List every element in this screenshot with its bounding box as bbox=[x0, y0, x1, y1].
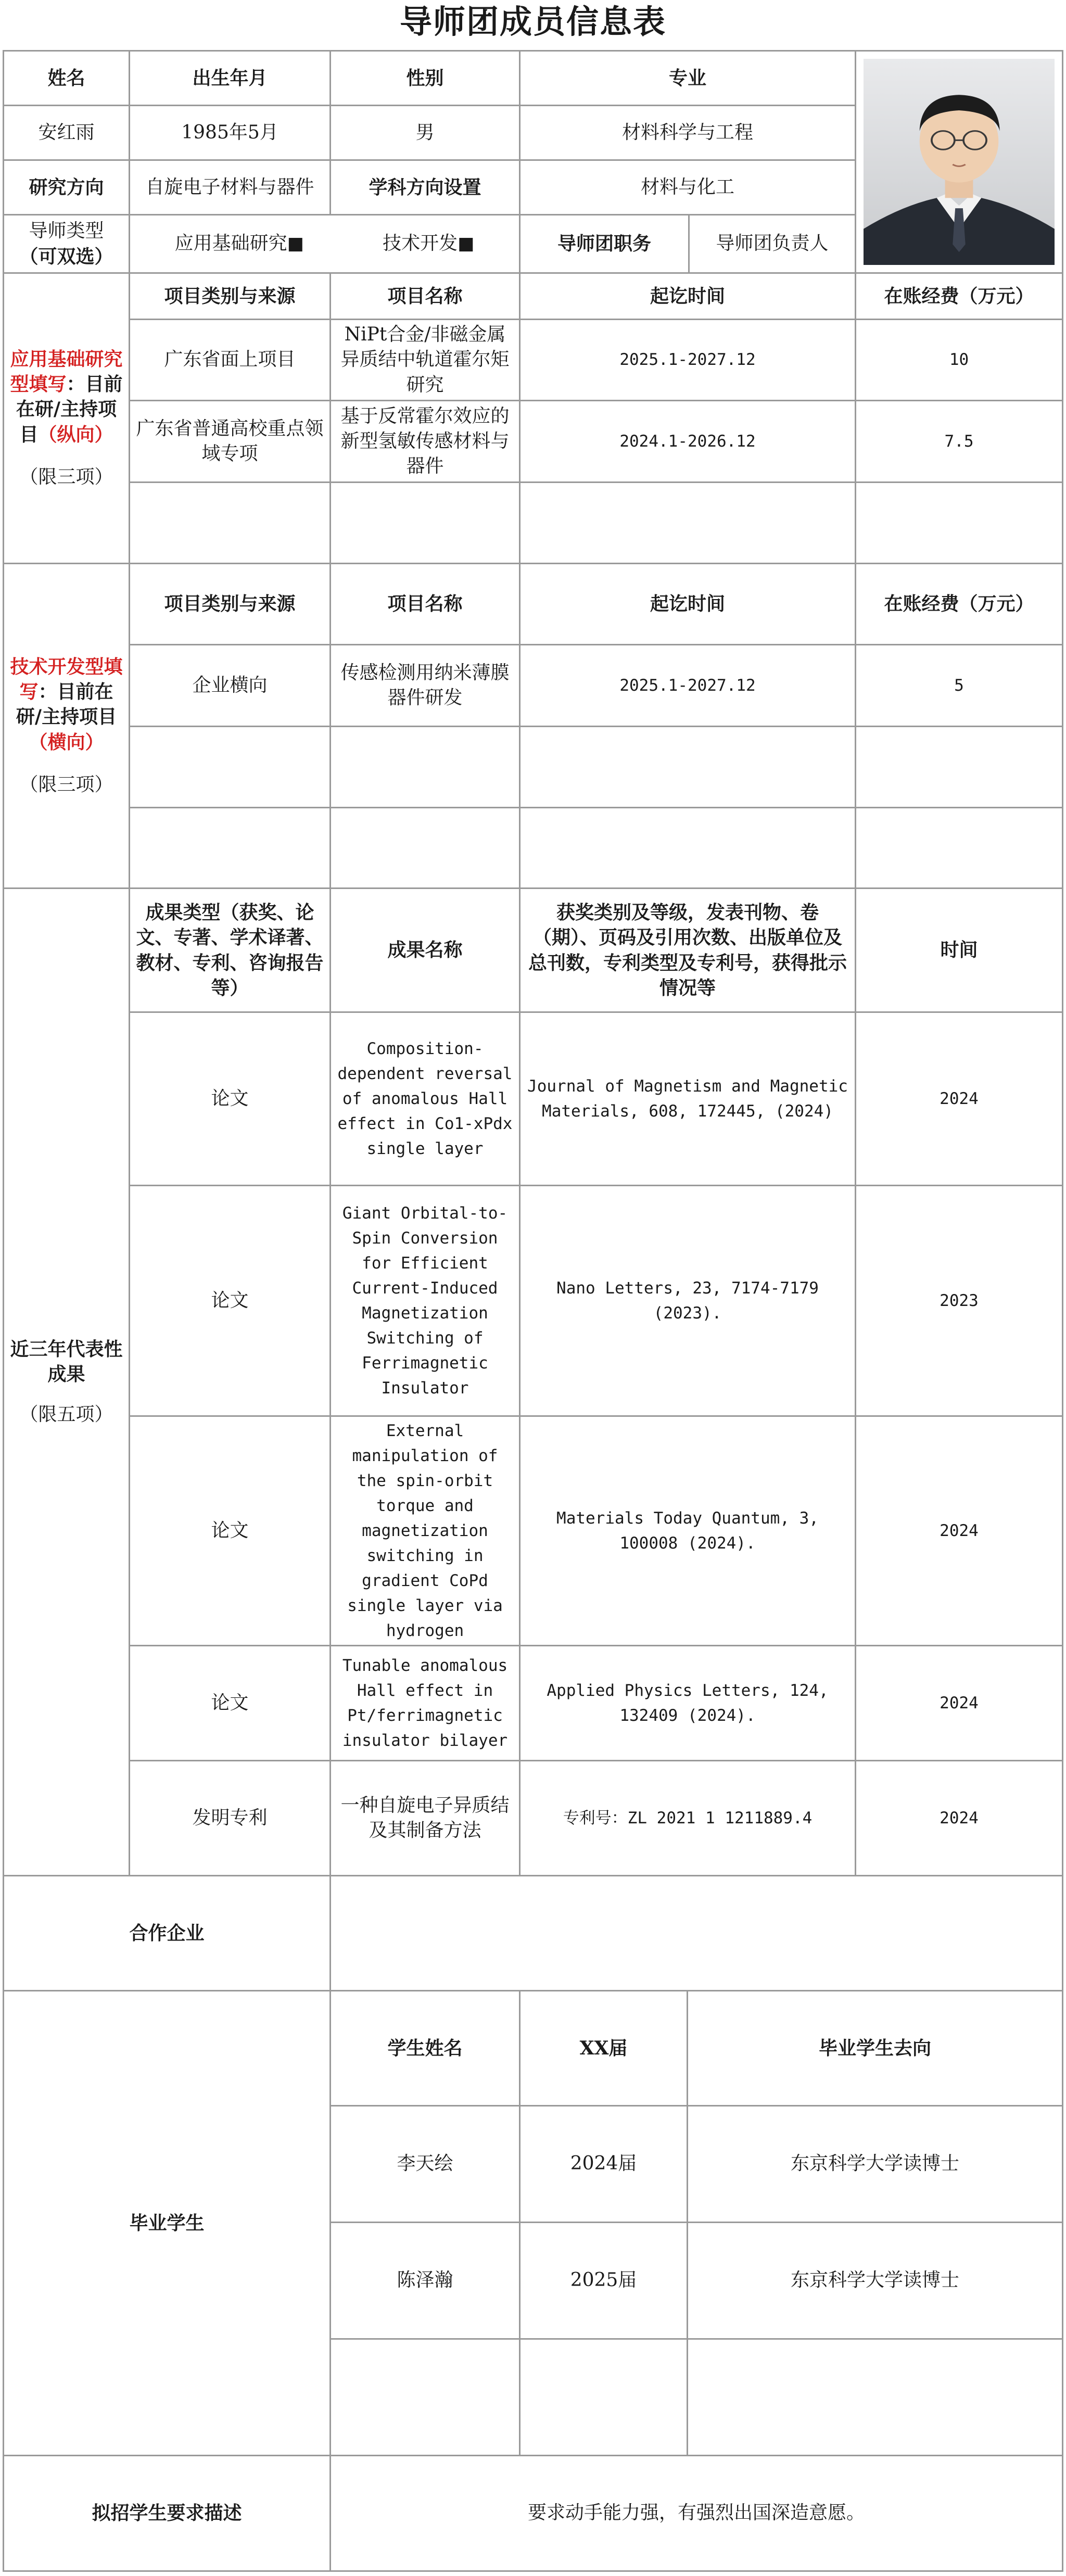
subject-value bbox=[519, 159, 856, 215]
ach-row-name bbox=[329, 1760, 521, 1876]
ach-row-time-text: 2024 bbox=[940, 1808, 979, 1828]
tech-label-red2: （横向） bbox=[29, 731, 104, 753]
tech-row-name bbox=[329, 644, 521, 727]
basic-label-red: 应用基础研究型填写 bbox=[10, 348, 123, 396]
achievements-label bbox=[3, 887, 130, 1876]
basic-row-name bbox=[329, 481, 521, 564]
ach-row-name-text: Giant Orbital-to-Spin Conversion for Efficient Current-Induced Magnetization Switching of Ferrimagnetic Insulator bbox=[342, 1203, 508, 1398]
ach-row-type-text: 论文 bbox=[211, 1087, 249, 1109]
basic-row-funding bbox=[855, 481, 1063, 564]
grad-row-destination-text: 东京科学大学读博士 bbox=[790, 2269, 959, 2291]
ach-row-time bbox=[855, 1011, 1063, 1186]
header-gender bbox=[329, 50, 521, 106]
role-value-text: 导师团负责人 bbox=[716, 233, 829, 255]
tech-header-name-text: 项目名称 bbox=[387, 593, 463, 615]
gender-value-text: 男 bbox=[415, 121, 435, 143]
grad-header-year bbox=[519, 1990, 688, 2107]
basic-row-category bbox=[129, 319, 331, 401]
basic-row-name bbox=[329, 319, 521, 401]
tech-row-name bbox=[329, 726, 521, 808]
research-value-text: 自旋电子材料与器件 bbox=[145, 176, 314, 198]
tech-row-funding bbox=[855, 644, 1063, 727]
grad-header-destination bbox=[687, 1990, 1063, 2107]
basic-row-period-text: 2025.1-2027.12 bbox=[619, 350, 756, 370]
grad-row-year-text: 2024届 bbox=[570, 2153, 637, 2175]
requirement-value bbox=[329, 2455, 1063, 2572]
ach-row-time bbox=[855, 1185, 1063, 1417]
ach-row-time bbox=[855, 1760, 1063, 1876]
portrait-photo bbox=[864, 59, 1055, 265]
ach-header-type bbox=[129, 887, 331, 1013]
basic-row-funding-text: 7.5 bbox=[944, 432, 974, 451]
type-options bbox=[129, 214, 521, 274]
basic-section-label bbox=[3, 272, 130, 564]
basic-header-funding bbox=[855, 272, 1063, 320]
grad-row-name-text: 李天绘 bbox=[397, 2153, 453, 2175]
ach-row-name-text: Tunable anomalous Hall effect in Pt/ferrimagnetic insulator bilayer bbox=[342, 1656, 508, 1750]
basic-row-name-text: 基于反常霍尔效应的新型氢敏传感材料与器件 bbox=[340, 405, 510, 477]
tech-row-period bbox=[519, 644, 856, 727]
ach-row-type-text: 论文 bbox=[211, 1692, 249, 1714]
basic-header-category bbox=[129, 272, 331, 320]
ach-header-detail bbox=[519, 887, 856, 1013]
ach-row-detail-text: Journal of Magnetism and Magnetic Materials, 608, 172445, (2024) bbox=[527, 1076, 848, 1121]
type-label-text: 导师类型 bbox=[29, 220, 104, 242]
header-gender-text: 性别 bbox=[406, 67, 444, 89]
basic-row-name-text: NiPt合金/非磁金属异质结中轨道霍尔矩研究 bbox=[340, 324, 510, 396]
research-label bbox=[3, 159, 130, 215]
tech-header-period-text: 起讫时间 bbox=[650, 593, 725, 615]
grad-row-name bbox=[329, 2105, 521, 2223]
basic-row-category-text: 广东省普通高校重点领域专项 bbox=[136, 417, 324, 464]
research-label-text: 研究方向 bbox=[29, 176, 104, 198]
tech-header-period bbox=[519, 563, 856, 645]
header-major-text: 专业 bbox=[668, 67, 706, 89]
grad-header-destination-text: 毕业学生去向 bbox=[818, 2037, 931, 2059]
tech-row-funding bbox=[855, 726, 1063, 808]
tech-header-category-text: 项目类别与来源 bbox=[164, 593, 296, 615]
ach-header-type-text: 成果类型（获奖、论文、专著、学术译著、教材、专利、咨询报告等） bbox=[136, 902, 324, 999]
name-value bbox=[3, 105, 130, 161]
basic-header-period bbox=[519, 272, 856, 320]
basic-row-period bbox=[519, 481, 856, 564]
basic-section-title bbox=[9, 347, 123, 447]
ach-row-time bbox=[855, 1645, 1063, 1761]
ach-row-type bbox=[129, 1415, 331, 1646]
ach-row-time-text: 2024 bbox=[940, 1693, 979, 1712]
basic-header-funding-text: 在账经费（万元） bbox=[884, 285, 1034, 307]
ach-header-name bbox=[329, 887, 521, 1013]
ach-row-time-text: 2024 bbox=[940, 1521, 979, 1540]
ach-row-time-text: 2023 bbox=[940, 1291, 979, 1310]
basic-label-black: 目前在研/主持项目 bbox=[16, 373, 123, 446]
basic-row-period-text: 2024.1-2026.12 bbox=[619, 432, 756, 451]
grad-row-destination-text: 东京科学大学读博士 bbox=[790, 2153, 959, 2175]
ach-row-name-text: Composition-dependent reversal of anomalous Hall effect in Co1-xPdx single layer bbox=[337, 1039, 513, 1159]
ach-row-type bbox=[129, 1011, 331, 1186]
grad-header-name-text: 学生姓名 bbox=[387, 2037, 463, 2059]
header-birth bbox=[129, 50, 331, 106]
page-title: 导师团成员信息表 bbox=[399, 3, 666, 41]
tech-row-period bbox=[519, 726, 856, 808]
requirement-value-text: 要求动手能力强，有强烈出国深造意愿。 bbox=[527, 2502, 865, 2524]
basic-limit: （限三项） bbox=[19, 466, 113, 488]
ach-row-detail-text: Applied Physics Letters, 124, 132409 (2024). bbox=[547, 1681, 829, 1725]
research-value bbox=[129, 159, 331, 215]
ach-row-type bbox=[129, 1645, 331, 1761]
ach-row-name-text: 一种自旋电子异质结及其制备方法 bbox=[340, 1794, 510, 1841]
grad-row-destination bbox=[687, 2105, 1063, 2223]
basic-row-funding bbox=[855, 400, 1063, 483]
ach-row-detail-text: Nano Letters, 23, 7174-7179 (2023). bbox=[556, 1278, 819, 1323]
basic-row-period bbox=[519, 319, 856, 401]
role-value bbox=[688, 214, 856, 274]
tech-row-category bbox=[129, 726, 331, 808]
tech-row-period bbox=[519, 807, 856, 889]
type-basic-text: 应用基础研究 bbox=[174, 233, 287, 255]
type-label bbox=[3, 214, 130, 274]
graduates-label bbox=[3, 1990, 331, 2456]
tech-header-funding bbox=[855, 563, 1063, 645]
graduates-label-text: 毕业学生 bbox=[129, 2212, 205, 2234]
header-birth-text: 出生年月 bbox=[192, 67, 268, 89]
ach-row-detail bbox=[519, 1185, 856, 1417]
tech-section-label bbox=[3, 563, 130, 889]
ach-row-detail bbox=[519, 1645, 856, 1761]
subject-label bbox=[329, 159, 521, 215]
checkbox-filled-icon: ■ bbox=[287, 233, 304, 255]
basic-row-period bbox=[519, 400, 856, 483]
tech-row-funding bbox=[855, 807, 1063, 889]
photo-cell bbox=[855, 50, 1063, 274]
ach-row-type-text: 发明专利 bbox=[192, 1807, 268, 1829]
grad-row-name bbox=[329, 2338, 521, 2456]
ach-row-type-text: 论文 bbox=[211, 1519, 249, 1541]
ach-row-name-text: External manipulation of the spin-orbit torque and magnetization switching in gradient CoPd single layer via hydrogen bbox=[347, 1421, 503, 1641]
ach-row-type-text: 论文 bbox=[211, 1289, 249, 1311]
grad-row-year bbox=[519, 2338, 688, 2456]
achievements-label-text: 近三年代表性成果 bbox=[10, 1338, 123, 1385]
tech-row-name bbox=[329, 807, 521, 889]
tech-row-funding-text: 5 bbox=[954, 676, 964, 695]
tech-row-name-text: 传感检测用纳米薄膜器件研发 bbox=[340, 662, 510, 708]
requirement-label bbox=[3, 2455, 331, 2572]
header-major bbox=[519, 50, 856, 106]
ach-row-name bbox=[329, 1185, 521, 1417]
role-label bbox=[519, 214, 690, 274]
tech-header-funding-text: 在账经费（万元） bbox=[884, 593, 1034, 615]
tech-section-title bbox=[9, 654, 123, 755]
basic-row-funding-text: 10 bbox=[949, 350, 969, 370]
basic-header-name-text: 项目名称 bbox=[387, 285, 463, 307]
tech-row-category-text: 企业横向 bbox=[192, 674, 268, 696]
basic-label-red2: （纵向） bbox=[38, 423, 113, 446]
ach-row-type bbox=[129, 1760, 331, 1876]
basic-row-funding bbox=[855, 319, 1063, 401]
grad-row-destination bbox=[687, 2338, 1063, 2456]
ach-row-detail bbox=[519, 1415, 856, 1646]
type-note-text: （可双选） bbox=[19, 245, 113, 268]
header-name bbox=[3, 50, 130, 106]
basic-header-period-text: 起讫时间 bbox=[650, 285, 725, 307]
grad-row-name bbox=[329, 2222, 521, 2340]
grad-row-year bbox=[519, 2222, 688, 2340]
name-value-text: 安红雨 bbox=[38, 121, 95, 143]
header-name-text: 姓名 bbox=[47, 67, 85, 89]
basic-label-colon: ： bbox=[66, 373, 85, 396]
ach-row-time bbox=[855, 1415, 1063, 1646]
ach-row-name bbox=[329, 1415, 521, 1646]
type-tech-text: 技术开发 bbox=[383, 233, 458, 255]
requirement-label-text: 拟招学生要求描述 bbox=[92, 2502, 242, 2524]
grad-header-year-text: XX届 bbox=[579, 2037, 628, 2059]
ach-row-detail-text: Materials Today Quantum, 3, 100008 (2024). bbox=[556, 1508, 819, 1553]
type-basic-option bbox=[175, 231, 304, 256]
partner-label-text: 合作企业 bbox=[129, 1922, 205, 1944]
ach-row-type bbox=[129, 1185, 331, 1417]
ach-header-detail-text: 获奖类别及等级，发表刊物、卷（期）、页码及引用次数、出版单位及总刊数，专利类型及专利号，获得批示情况等 bbox=[528, 902, 847, 999]
tech-limit: （限三项） bbox=[19, 773, 113, 795]
ach-header-time bbox=[855, 887, 1063, 1013]
role-label-text: 导师团职务 bbox=[557, 233, 651, 255]
subject-value-text: 材料与化工 bbox=[640, 176, 734, 198]
basic-header-category-text: 项目类别与来源 bbox=[164, 285, 296, 307]
tech-row-category bbox=[129, 644, 331, 727]
birth-value bbox=[129, 105, 331, 161]
basic-row-category bbox=[129, 400, 331, 483]
grad-row-destination bbox=[687, 2222, 1063, 2340]
grad-header-name bbox=[329, 1990, 521, 2107]
major-value bbox=[519, 105, 856, 161]
ach-header-time-text: 时间 bbox=[940, 939, 978, 961]
ach-row-name bbox=[329, 1645, 521, 1761]
tech-header-category bbox=[129, 563, 331, 645]
basic-row-name bbox=[329, 400, 521, 483]
grad-row-year-text: 2025届 bbox=[570, 2269, 637, 2291]
subject-label-text: 学科方向设置 bbox=[369, 176, 481, 198]
tech-label-red: 技术开发型填写 bbox=[10, 655, 123, 703]
birth-value-text: 1985年5月 bbox=[181, 121, 278, 143]
basic-row-category-text: 广东省面上项目 bbox=[164, 349, 296, 371]
basic-row-category bbox=[129, 481, 331, 564]
major-value-text: 材料科学与工程 bbox=[621, 121, 753, 143]
ach-row-detail bbox=[519, 1011, 856, 1186]
grad-row-name-text: 陈泽瀚 bbox=[397, 2269, 453, 2291]
ach-row-detail-text: 专利号：ZL 2021 1 1211889.4 bbox=[563, 1808, 813, 1828]
partner-label bbox=[3, 1875, 331, 1991]
type-tech-option bbox=[383, 231, 474, 256]
achievements-limit: （限五项） bbox=[19, 1404, 113, 1426]
tech-label-colon: ： bbox=[38, 681, 57, 703]
tech-header-name bbox=[329, 563, 521, 645]
ach-row-time-text: 2024 bbox=[940, 1089, 979, 1108]
tech-row-period-text: 2025.1-2027.12 bbox=[619, 676, 756, 695]
ach-row-name bbox=[329, 1011, 521, 1186]
basic-header-name bbox=[329, 272, 521, 320]
partner-value bbox=[329, 1875, 1063, 1991]
tech-row-category bbox=[129, 807, 331, 889]
gender-value bbox=[329, 105, 521, 161]
checkbox-filled-icon: ■ bbox=[458, 233, 475, 255]
grad-row-year bbox=[519, 2105, 688, 2223]
tech-label-black: 目前在研/主持项目 bbox=[16, 681, 117, 728]
ach-row-detail bbox=[519, 1760, 856, 1876]
ach-header-name-text: 成果名称 bbox=[387, 939, 463, 961]
